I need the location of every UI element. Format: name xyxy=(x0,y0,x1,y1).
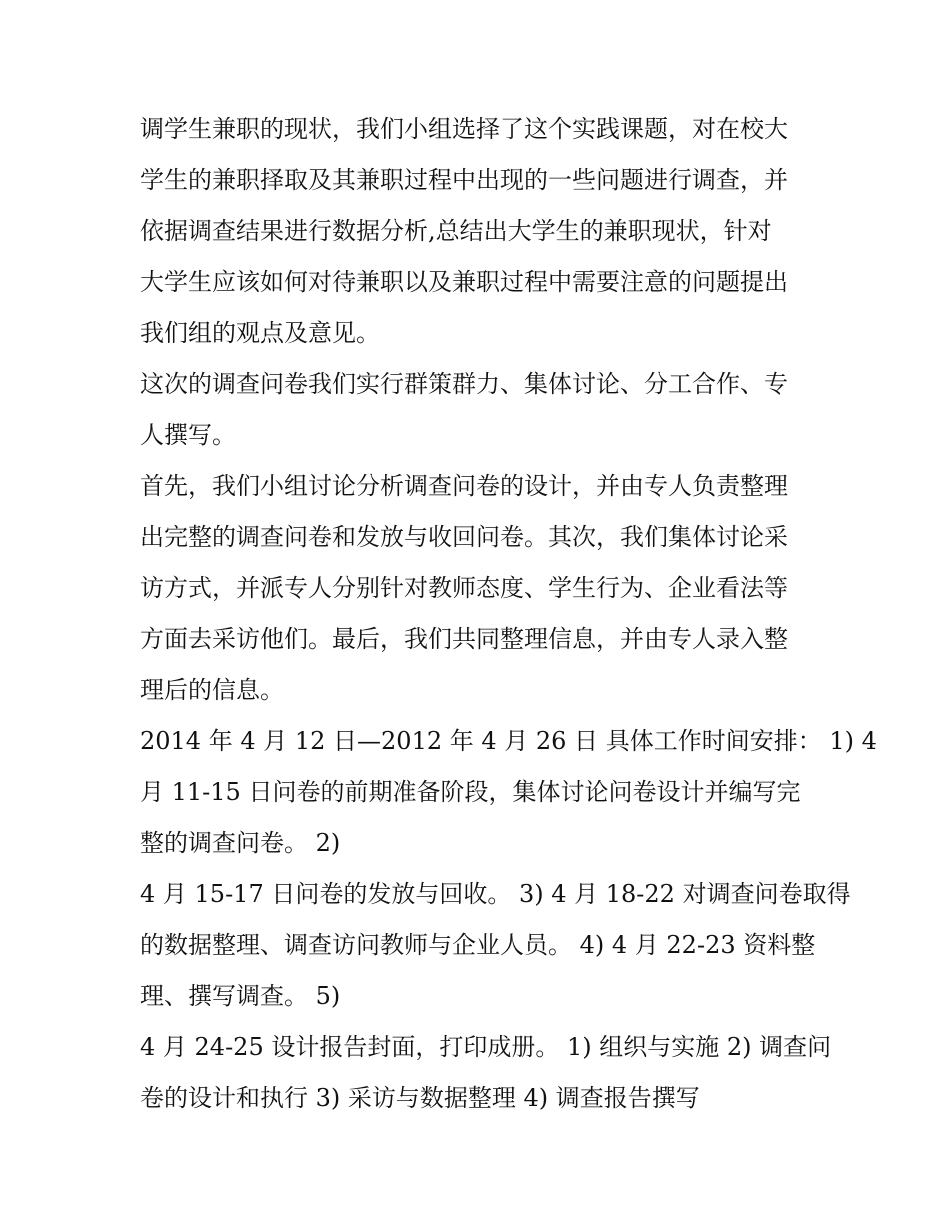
text-line: 4 月 15-17 日问卷的发放与回收。 3) 4 月 18-22 对调查问卷取得 xyxy=(140,880,851,908)
text-line: 理后的信息。 xyxy=(140,676,284,704)
text-line: 理、撰写调查。 5) xyxy=(140,982,341,1010)
text-line: 4 月 24-25 设计报告封面，打印成册。 1) 组织与实施 2) 调查问 xyxy=(140,1033,832,1061)
text-line: 依据调查结果进行数据分析,总结出大学生的兼职现状，针对 xyxy=(140,217,772,245)
text-line: 卷的设计和执行 3) 采访与数据整理 4) 调查报告撰写 xyxy=(140,1084,700,1112)
text-line: 我们组的观点及意见。 xyxy=(140,319,380,347)
text-line: 月 11-15 日问卷的前期准备阶段，集体讨论问卷设计并编写完 xyxy=(140,778,801,806)
text-line: 2014 年 4 月 12 日—2012 年 4 月 26 日 具体工作时间安排： 1) 4 xyxy=(140,727,877,755)
text-line: 整的调查问卷。 2) xyxy=(140,829,341,857)
text-line: 调学生兼职的现状，我们小组选择了这个实践课题，对在校大 xyxy=(140,115,788,143)
text-line: 首先，我们小组讨论分析调查问卷的设计，并由专人负责整理 xyxy=(140,472,788,500)
text-line: 大学生应该如何对待兼职以及兼职过程中需要注意的问题提出 xyxy=(140,268,788,296)
text-line: 方面去采访他们。最后，我们共同整理信息，并由专人录入整 xyxy=(140,625,788,653)
text-line: 学生的兼职择取及其兼职过程中出现的一些问题进行调查，并 xyxy=(140,166,788,194)
text-line: 出完整的调查问卷和发放与收回问卷。其次，我们集体讨论采 xyxy=(140,523,788,551)
document-body xyxy=(140,104,877,1124)
text-line: 的数据整理、调查访问教师与企业人员。 4) 4 月 22-23 资料整 xyxy=(140,931,816,959)
text-line: 这次的调查问卷我们实行群策群力、集体讨论、分工合作、专 xyxy=(140,370,788,398)
text-line: 人撰写。 xyxy=(140,421,236,449)
text-line: 访方式，并派专人分别针对教师态度、学生行为、企业看法等 xyxy=(140,574,788,602)
